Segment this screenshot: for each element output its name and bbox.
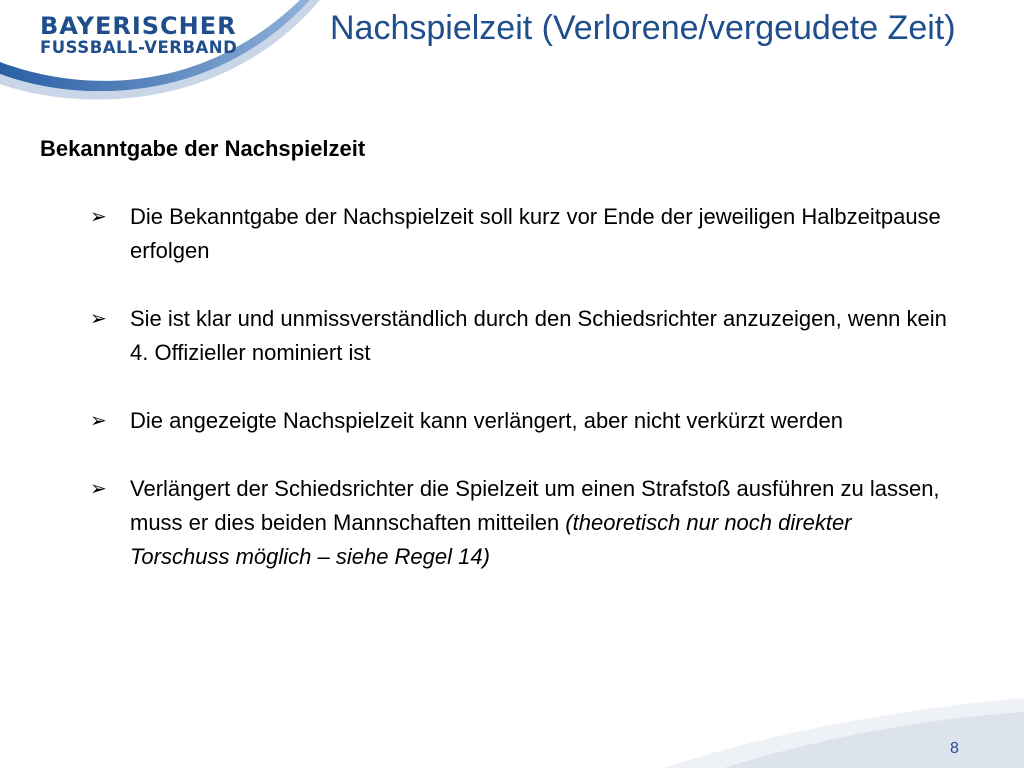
logo-line-2: FUSSBALL-VERBAND — [40, 38, 238, 57]
bullet-list — [90, 200, 950, 608]
logo — [40, 14, 237, 57]
bullet-item — [90, 302, 950, 370]
arrow-bullet-icon: ➢ — [90, 308, 107, 330]
arrow-bullet-icon: ➢ — [90, 206, 107, 228]
bullet-text: Die Bekanntgabe der Nachspielzeit soll kurz vor Ende der jeweiligen Halbzeitpause erfolgen — [130, 204, 941, 263]
bullet-item — [90, 472, 950, 574]
bullet-text: Die angezeigte Nachspielzeit kann verlängert, aber nicht verkürzt werden — [130, 408, 843, 433]
bullet-text: Verlängert der Schiedsrichter die Spielzeit um einen Strafstoß ausführen zu lassen, muss er dies beiden Mannschaften mitteilen — [130, 476, 940, 535]
slide-title: Nachspielzeit (Verlorene/vergeudete Zeit) — [330, 9, 956, 47]
bullet-text: Sie ist klar und unmissverständlich durch den Schiedsrichter anzuzeigen, wenn kein 4. Offizieller nominiert ist — [130, 306, 947, 365]
bullet-item — [90, 200, 950, 268]
arrow-bullet-icon: ➢ — [90, 410, 107, 432]
footer-swoosh — [664, 698, 1024, 768]
arrow-bullet-icon: ➢ — [90, 478, 107, 500]
bullet-italic-note: (theoretisch nur noch direkter Torschuss möglich – siehe Regel 14) — [130, 510, 852, 569]
slide-subtitle: Bekanntgabe der Nachspielzeit — [40, 136, 366, 161]
logo-line-1: BAYERISCHER — [40, 12, 237, 40]
page-number: 8 — [950, 740, 959, 757]
bullet-item — [90, 404, 950, 438]
